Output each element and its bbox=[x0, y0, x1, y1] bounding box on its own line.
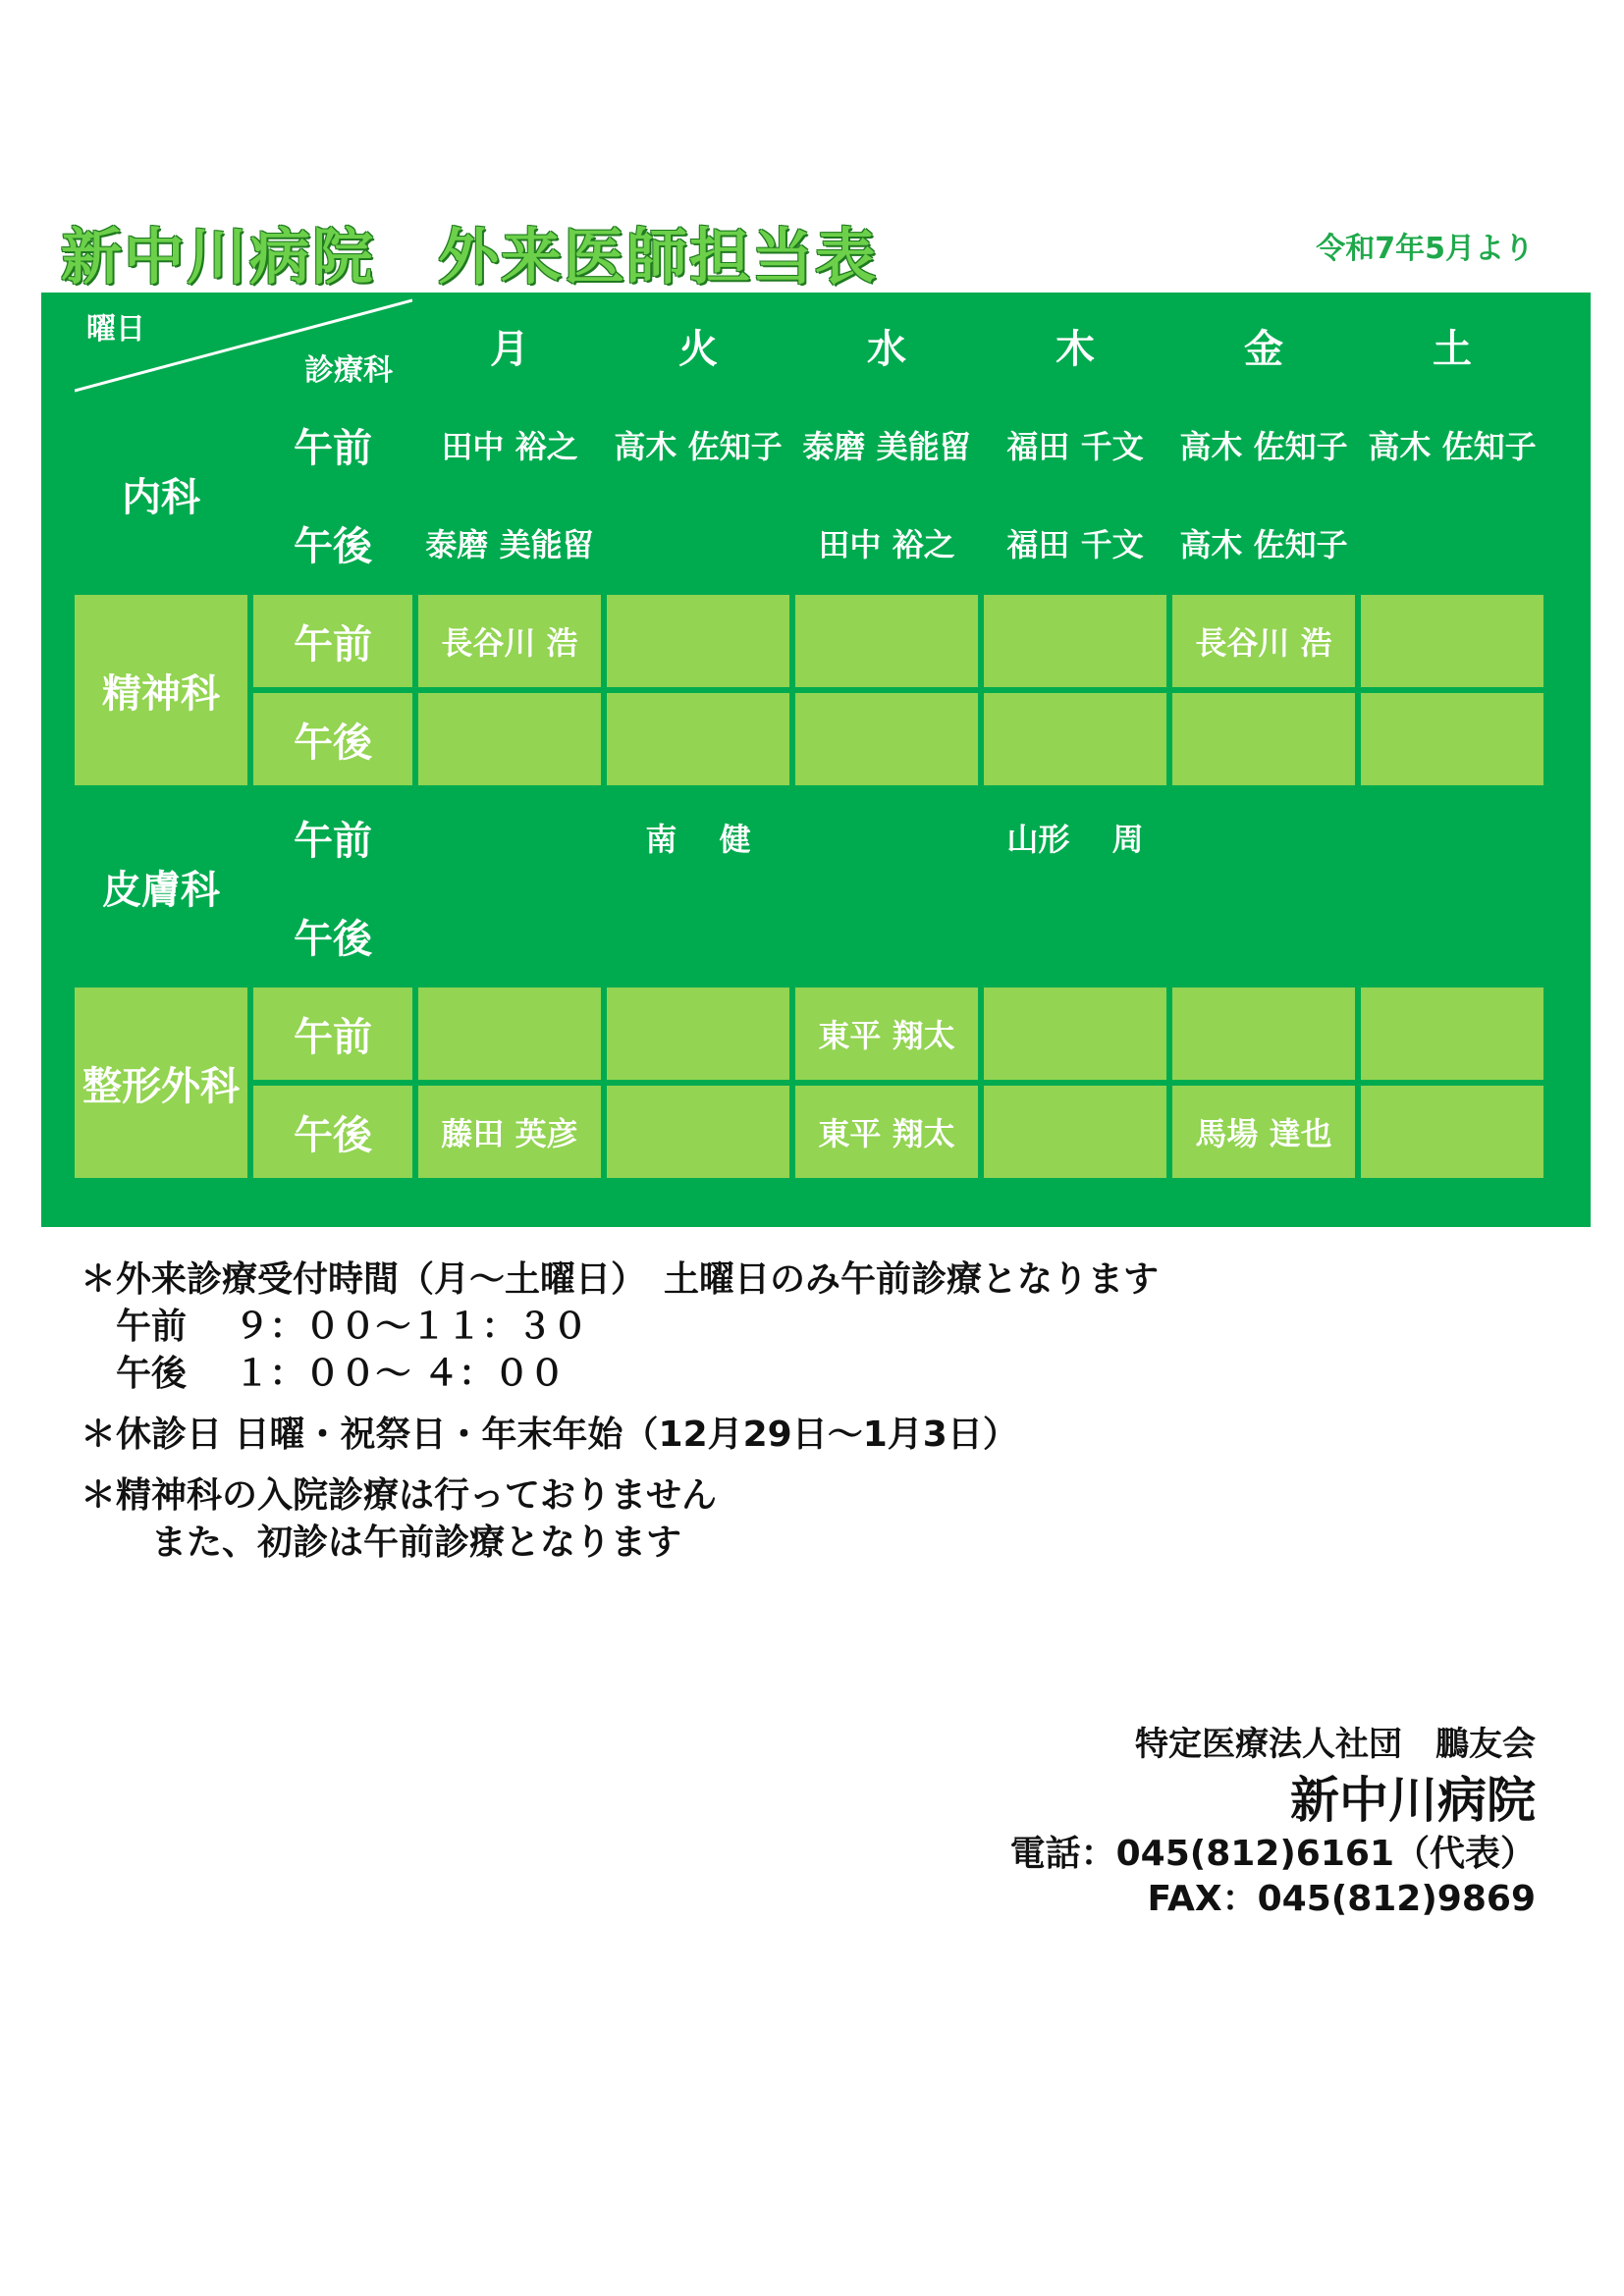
period-label: 午前 bbox=[253, 988, 412, 1080]
doctor-cell-mon bbox=[418, 497, 601, 589]
doctor-cell-sat bbox=[1361, 1086, 1543, 1178]
doctor-name: 泰磨 美能留 bbox=[802, 428, 971, 465]
doctor-cell-thu bbox=[984, 988, 1166, 1080]
doctor-cell-sat bbox=[1361, 988, 1543, 1080]
doctor-name: 山形 周 bbox=[1006, 821, 1144, 858]
doctor-name: 東平 翔太 bbox=[818, 1115, 955, 1152]
doctor-name: 馬場 達也 bbox=[1195, 1115, 1332, 1152]
doctor-name: 東平 翔太 bbox=[818, 1017, 955, 1054]
doctor-name: 福田 千文 bbox=[1006, 428, 1144, 465]
day-header-tue: 火 bbox=[678, 326, 718, 372]
doctor-cell-thu bbox=[984, 889, 1166, 982]
page-title: 新中川病院 外来医師担当表 bbox=[61, 221, 879, 293]
note-holidays: ＊休診日 日曜・祝祭日・年末年始（12月29日～1月3日） bbox=[81, 1415, 1018, 1455]
schedule-row bbox=[75, 693, 1543, 785]
doctor-cell-thu bbox=[984, 595, 1166, 687]
doctor-cell-fri bbox=[1172, 988, 1355, 1080]
footer bbox=[1010, 1720, 1536, 1922]
doctor-name: 田中 裕之 bbox=[818, 526, 955, 563]
schedule-row bbox=[75, 889, 1543, 982]
doctor-cell-thu bbox=[984, 693, 1166, 785]
doctor-cell-thu bbox=[984, 399, 1166, 491]
doctor-cell-mon bbox=[418, 399, 601, 491]
doctor-cell-sat bbox=[1361, 693, 1543, 785]
department-label: 精神科 bbox=[75, 595, 247, 785]
doctor-name: 長谷川 浩 bbox=[1195, 624, 1332, 662]
doctor-cell-mon bbox=[418, 1086, 601, 1178]
doctor-cell-thu bbox=[984, 497, 1166, 589]
day-header-thu: 木 bbox=[1056, 326, 1095, 372]
doctor-name: 田中 裕之 bbox=[441, 428, 578, 465]
doctor-name: 長谷川 浩 bbox=[441, 624, 578, 662]
department-label: 整形外科 bbox=[75, 988, 247, 1178]
doctor-cell-wed bbox=[795, 595, 978, 687]
hospital-name: 新中川病院 bbox=[1290, 1772, 1536, 1829]
day-header-fri: 金 bbox=[1244, 326, 1283, 372]
schedule-board bbox=[41, 293, 1591, 1227]
doctor-cell-tue bbox=[607, 889, 789, 982]
doctor-name: 泰磨 美能留 bbox=[425, 526, 594, 563]
schedule-table bbox=[69, 293, 1549, 1184]
doctor-name: 南 健 bbox=[645, 821, 751, 858]
doctor-cell-mon bbox=[418, 889, 601, 982]
corporation-name: 特定医療法人社団 鵬友会 bbox=[1135, 1725, 1536, 1764]
doctor-name: 福田 千文 bbox=[1006, 526, 1144, 563]
header-row bbox=[75, 298, 1543, 393]
period-label: 午後 bbox=[253, 693, 412, 785]
note-pm-hours: 午後 １：００～ ４：００ bbox=[81, 1354, 566, 1394]
day-header-sat: 土 bbox=[1433, 326, 1472, 372]
doctor-name: 高木 佐知子 bbox=[1179, 526, 1348, 563]
schedule-row bbox=[75, 595, 1543, 687]
doctor-cell-tue bbox=[607, 693, 789, 785]
period-label: 午前 bbox=[253, 595, 412, 687]
doctor-cell-wed bbox=[795, 988, 978, 1080]
doctor-cell-mon bbox=[418, 988, 601, 1080]
note-psychiatry-2: また、初診は午前診療となります bbox=[81, 1522, 682, 1563]
phone-number: 電話：045(812)6161（代表） bbox=[1009, 1834, 1536, 1874]
effective-date: 令和7年5月より bbox=[1316, 232, 1534, 266]
fax-number: FAX：045(812)9869 bbox=[1147, 1879, 1536, 1919]
department-label: 内科 bbox=[75, 399, 247, 589]
schedule-row bbox=[75, 1086, 1543, 1178]
doctor-cell-fri bbox=[1172, 595, 1355, 687]
doctor-name: 高木 佐知子 bbox=[1368, 428, 1537, 465]
period-label: 午後 bbox=[253, 889, 412, 982]
doctor-cell-sat bbox=[1361, 399, 1543, 491]
doctor-cell-sat bbox=[1361, 889, 1543, 982]
corner-cell bbox=[75, 298, 412, 393]
doctor-cell-fri bbox=[1172, 1086, 1355, 1178]
doctor-name: 高木 佐知子 bbox=[1179, 428, 1348, 465]
doctor-cell-tue bbox=[607, 988, 789, 1080]
doctor-cell-wed bbox=[795, 497, 978, 589]
doctor-cell-thu bbox=[984, 791, 1166, 883]
schedule-row bbox=[75, 497, 1543, 589]
period-label: 午前 bbox=[253, 399, 412, 491]
doctor-cell-wed bbox=[795, 399, 978, 491]
doctor-name: 藤田 英彦 bbox=[441, 1115, 578, 1152]
doctor-cell-sat bbox=[1361, 595, 1543, 687]
period-label: 午後 bbox=[253, 1086, 412, 1178]
day-header-mon: 月 bbox=[490, 326, 529, 372]
doctor-name: 高木 佐知子 bbox=[614, 428, 783, 465]
doctor-cell-mon bbox=[418, 791, 601, 883]
doctor-cell-wed bbox=[795, 693, 978, 785]
doctor-cell-mon bbox=[418, 595, 601, 687]
doctor-cell-fri bbox=[1172, 693, 1355, 785]
doctor-cell-tue bbox=[607, 791, 789, 883]
notes bbox=[81, 1256, 1159, 1567]
period-label: 午後 bbox=[253, 497, 412, 589]
doctor-cell-wed bbox=[795, 1086, 978, 1178]
doctor-cell-fri bbox=[1172, 399, 1355, 491]
doctor-cell-sat bbox=[1361, 497, 1543, 589]
doctor-cell-thu bbox=[984, 1086, 1166, 1178]
doctor-cell-fri bbox=[1172, 791, 1355, 883]
doctor-cell-tue bbox=[607, 1086, 789, 1178]
doctor-cell-wed bbox=[795, 791, 978, 883]
department-label: 皮膚科 bbox=[75, 791, 247, 982]
schedule-row bbox=[75, 988, 1543, 1080]
note-am-hours: 午前 ９：００～１１：３０ bbox=[81, 1307, 588, 1347]
schedule-row bbox=[75, 399, 1543, 491]
doctor-cell-sat bbox=[1361, 791, 1543, 883]
doctor-cell-wed bbox=[795, 889, 978, 982]
corner-day-label: 曜日 bbox=[86, 312, 145, 347]
doctor-cell-mon bbox=[418, 693, 601, 785]
period-label: 午前 bbox=[253, 791, 412, 883]
schedule-row bbox=[75, 791, 1543, 883]
note-reception: ＊外来診療受付時間（月～土曜日） 土曜日のみ午前診療となります bbox=[81, 1259, 1160, 1300]
note-psychiatry: ＊精神科の入院診療は行っておりません bbox=[81, 1475, 718, 1516]
doctor-cell-fri bbox=[1172, 497, 1355, 589]
day-header-wed: 水 bbox=[867, 326, 906, 372]
corner-dept-label: 診療科 bbox=[304, 353, 393, 388]
doctor-cell-tue bbox=[607, 497, 789, 589]
doctor-cell-fri bbox=[1172, 889, 1355, 982]
doctor-cell-tue bbox=[607, 399, 789, 491]
doctor-cell-tue bbox=[607, 595, 789, 687]
